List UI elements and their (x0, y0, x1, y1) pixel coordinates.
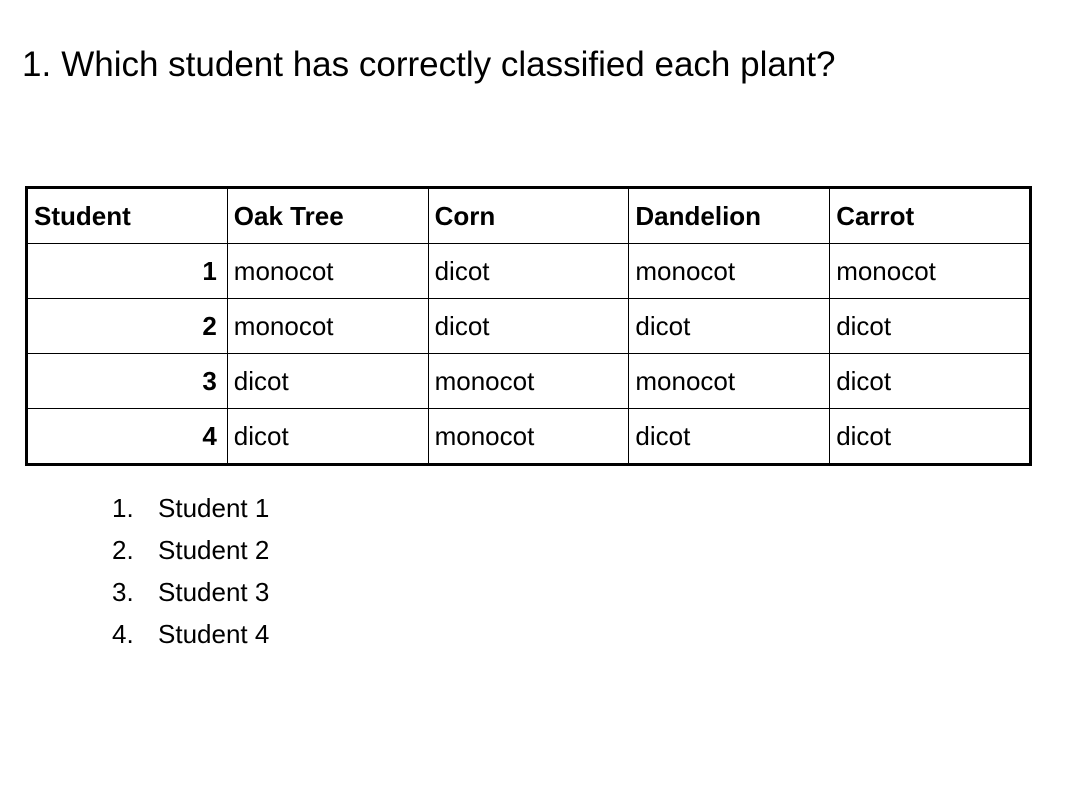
table-row (27, 409, 1031, 465)
table-row (27, 244, 1031, 299)
header-student: Student (27, 188, 228, 244)
table-cell: dicot (830, 409, 1031, 465)
table-cell: dicot (629, 299, 830, 354)
answer-options (112, 487, 269, 655)
table-row (27, 299, 1031, 354)
header-dandelion: Dandelion (629, 188, 830, 244)
answer-option[interactable] (112, 487, 269, 529)
option-number: 3. (112, 577, 134, 607)
student-number: 2 (27, 299, 228, 354)
table-cell: monocot (227, 299, 428, 354)
answer-option[interactable] (112, 529, 269, 571)
question-heading (22, 40, 835, 90)
table-cell: monocot (830, 244, 1031, 299)
table-header-row (27, 188, 1031, 244)
option-label: Student 1 (158, 493, 270, 523)
option-label: Student 3 (158, 577, 270, 607)
student-number: 4 (27, 409, 228, 465)
table-cell: dicot (227, 409, 428, 465)
option-label: Student 4 (158, 619, 270, 649)
option-number: 2. (112, 535, 134, 565)
header-carrot: Carrot (830, 188, 1031, 244)
student-number: 3 (27, 354, 228, 409)
table-cell: dicot (227, 354, 428, 409)
option-number: 1. (112, 493, 134, 523)
header-oak-tree: Oak Tree (227, 188, 428, 244)
table-cell: monocot (428, 354, 629, 409)
table-cell: monocot (629, 244, 830, 299)
table-cell: dicot (428, 299, 629, 354)
classification-table-container (25, 186, 1032, 466)
table-cell: dicot (428, 244, 629, 299)
student-number: 1 (27, 244, 228, 299)
table-cell: dicot (629, 409, 830, 465)
answer-option[interactable] (112, 613, 269, 655)
answer-option[interactable] (112, 571, 269, 613)
table-cell: monocot (227, 244, 428, 299)
table-cell: dicot (830, 299, 1031, 354)
table-cell: monocot (428, 409, 629, 465)
header-corn: Corn (428, 188, 629, 244)
table-cell: monocot (629, 354, 830, 409)
option-number: 4. (112, 619, 134, 649)
table-cell: dicot (830, 354, 1031, 409)
table-row (27, 354, 1031, 409)
question-number: 1. (22, 45, 52, 84)
question-text: Which student has correctly classified each plant? (61, 45, 836, 84)
classification-table (25, 186, 1032, 466)
option-label: Student 2 (158, 535, 270, 565)
